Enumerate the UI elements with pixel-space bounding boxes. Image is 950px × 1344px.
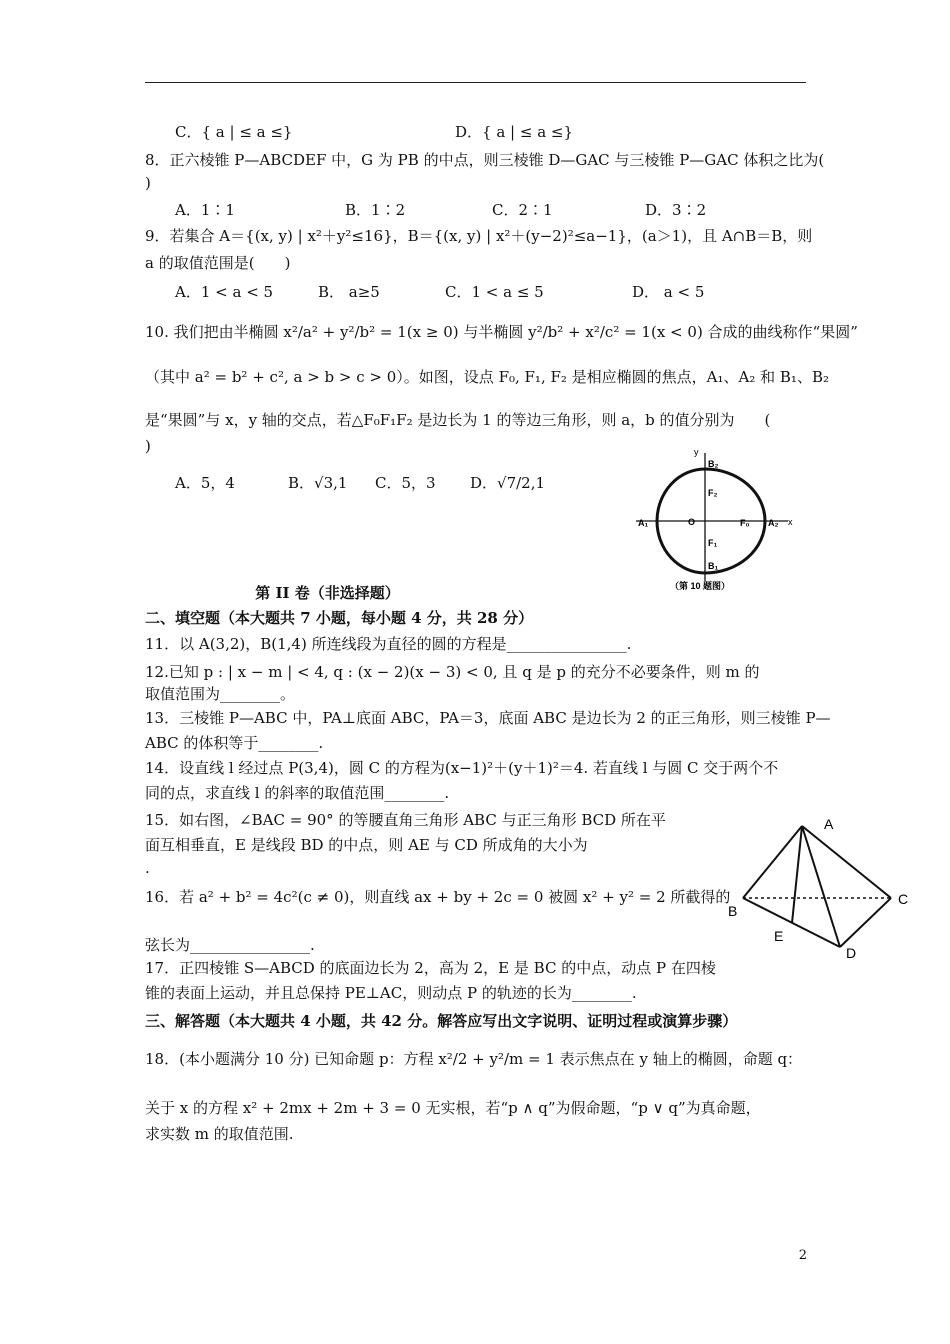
q16-end: 弦长为________________. <box>145 936 315 954</box>
q7-option-c: C．{ a | ≤ a ≤} <box>175 123 293 141</box>
vertex-a-label: A <box>824 816 834 832</box>
q15-2: 面互相垂直，E 是线段 BD 的中点，则 AE 与 CD 所成角的大小为 <box>145 836 588 854</box>
x-axis-label: x <box>788 517 793 527</box>
origin-label: O <box>688 517 696 527</box>
section-3-heading: 三、解答题（本大题共 4 小题，共 42 分。解答应写出文字说明、证明过程或演算步骤） <box>145 1012 738 1030</box>
figure-15-pyramid <box>722 812 917 962</box>
q10-stem: 10. 我们把由半椭圆 x²/a² + y²/b² = 1(x ≥ 0) 与半椭圆 y²/b² + x²/c² = 1(x < 0) 合成的曲线称作“果圆” <box>145 323 858 341</box>
y-axis-label: y <box>694 447 699 457</box>
q10-option-c: C．5，3 <box>375 474 436 492</box>
q17: 17．正四棱锥 S—ABCD 的底面边长为 2，高为 2，E 是 BC 的中点，动点 P 在四棱 <box>145 959 716 977</box>
q10-option-d: D．√7/2,1 <box>470 474 546 492</box>
figure-10-caption: （第 10 题图） <box>670 581 731 591</box>
q8-stem: 8．正六棱锥 P—ABCDEF 中，G 为 PB 的中点，则三棱锥 D—GAC 与三棱锥 P—GAC 体积之比为( <box>145 151 825 169</box>
q18-2: 关于 x 的方程 x² + 2mx + 2m + 3 = 0 无实根，若“p ∧ q”为假命题，“p ∨ q”为真命题， <box>145 1099 761 1117</box>
q16: 16．若 a² + b² = 4c²(c ≠ 0)，则直线 ax + by + 2c = 0 被圆 x² + y² = 2 所截得的 <box>145 888 731 906</box>
q10-stem-3: 是“果圆”与 x，y 轴的交点，若△F₀F₁F₂ 是边长为 1 的等边三角形，则 a，b 的值分别为 ( <box>145 411 771 429</box>
header-rule <box>145 82 806 83</box>
label-f1: F₁ <box>708 538 718 548</box>
point-e-label: E <box>774 928 784 944</box>
q17-end: 锥的表面上运动，并且总保持 PE⊥AC，则动点 P 的轨迹的长为________. <box>145 984 637 1002</box>
q10-stem-end: ) <box>145 437 151 455</box>
vertex-d-label: D <box>846 945 857 961</box>
q11: 11．以 A(3,2)，B(1,4) 所连线段为直径的圆的方程是________________. <box>145 635 632 653</box>
q9-stem: 9．若集合 A＝{(x, y) | x²＋y²≤16}，B＝{(x, y) | x²＋(y−2)²≤a−1}，(a＞1)，且 A∩B＝B，则 <box>145 227 813 245</box>
q10-option-b: B．√3,1 <box>288 474 348 492</box>
q8-option-c: C．2∶1 <box>492 201 553 219</box>
vertex-c-label: C <box>898 891 909 907</box>
section-2-heading: 二、填空题（本大题共 7 小题，每小题 4 分，共 28 分） <box>145 609 534 627</box>
edge-bd <box>743 898 840 947</box>
q8-stem-end: ) <box>145 174 151 192</box>
q10-stem-2: （其中 a² = b² + c², a > b > c > 0）。如图，设点 F₀, F₁, F₂ 是相应椭圆的焦点，A₁、A₂ 和 B₁、B₂ <box>145 368 829 386</box>
q12: 12.已知 p : | x − m | < 4, q : (x − 2)(x − 3) < 0, 且 q 是 p 的充分不必要条件，则 m 的 <box>145 663 760 681</box>
edge-ae <box>792 826 802 923</box>
part-two-title: 第 II 卷（非选择题） <box>255 584 400 602</box>
label-f0: F₀ <box>740 518 750 528</box>
q10-option-a: A．5，4 <box>175 474 235 492</box>
q9-stem-end: a 的取值范围是( ) <box>145 254 291 272</box>
q8-option-b: B．1∶2 <box>345 201 406 219</box>
q13-end: ABC 的体积等于________. <box>145 734 324 752</box>
edge-ad <box>802 826 840 947</box>
q9-option-d: D． a < 5 <box>632 283 705 301</box>
q9-option-b: B． a≥5 <box>318 283 380 301</box>
q15: 15．如右图，∠BAC = 90° 的等腰直角三角形 ABC 与正三角形 BCD 所在平 <box>145 811 666 829</box>
label-a2: A₂ <box>768 518 779 528</box>
label-a1: A₁ <box>638 518 649 528</box>
q8-option-d: D．3∶2 <box>645 201 707 219</box>
q18: 18．(本小题满分 10 分) 已知命题 p：方程 x²/2 + y²/m = 1 表示焦点在 y 轴上的椭圆，命题 q： <box>145 1050 803 1068</box>
label-b1: B₁ <box>708 561 719 571</box>
vertex-b-label: B <box>728 903 738 919</box>
q13: 13．三棱锥 P—ABC 中，PA⊥底面 ABC，PA＝3，底面 ABC 是边长为 2 的正三角形，则三棱锥 P— <box>145 709 831 727</box>
label-f2: F₂ <box>708 488 718 498</box>
edge-ab <box>743 826 802 898</box>
q14-end: 同的点，求直线 l 的斜率的取值范围________. <box>145 784 450 802</box>
figure-10-fruit-ellipse <box>628 445 813 595</box>
q7-option-d: D．{ a | ≤ a ≤} <box>455 123 574 141</box>
q8-option-a: A．1∶1 <box>175 201 235 219</box>
q9-option-a: A．1 < a < 5 <box>175 283 274 301</box>
page-number: 2 <box>798 1248 807 1263</box>
q15-end: . <box>145 859 150 877</box>
q9-option-c: C．1 < a ≤ 5 <box>445 283 544 301</box>
q18-end: 求实数 m 的取值范围. <box>145 1125 294 1143</box>
q12-end: 取值范围为________。 <box>145 685 296 703</box>
edge-cd <box>840 898 891 947</box>
edge-ac <box>802 826 891 898</box>
q14: 14．设直线 l 经过点 P(3,4)，圆 C 的方程为(x−1)²＋(y＋1)²＝4. 若直线 l 与圆 C 交于两个不 <box>145 759 779 777</box>
label-b2: B₂ <box>708 459 719 469</box>
